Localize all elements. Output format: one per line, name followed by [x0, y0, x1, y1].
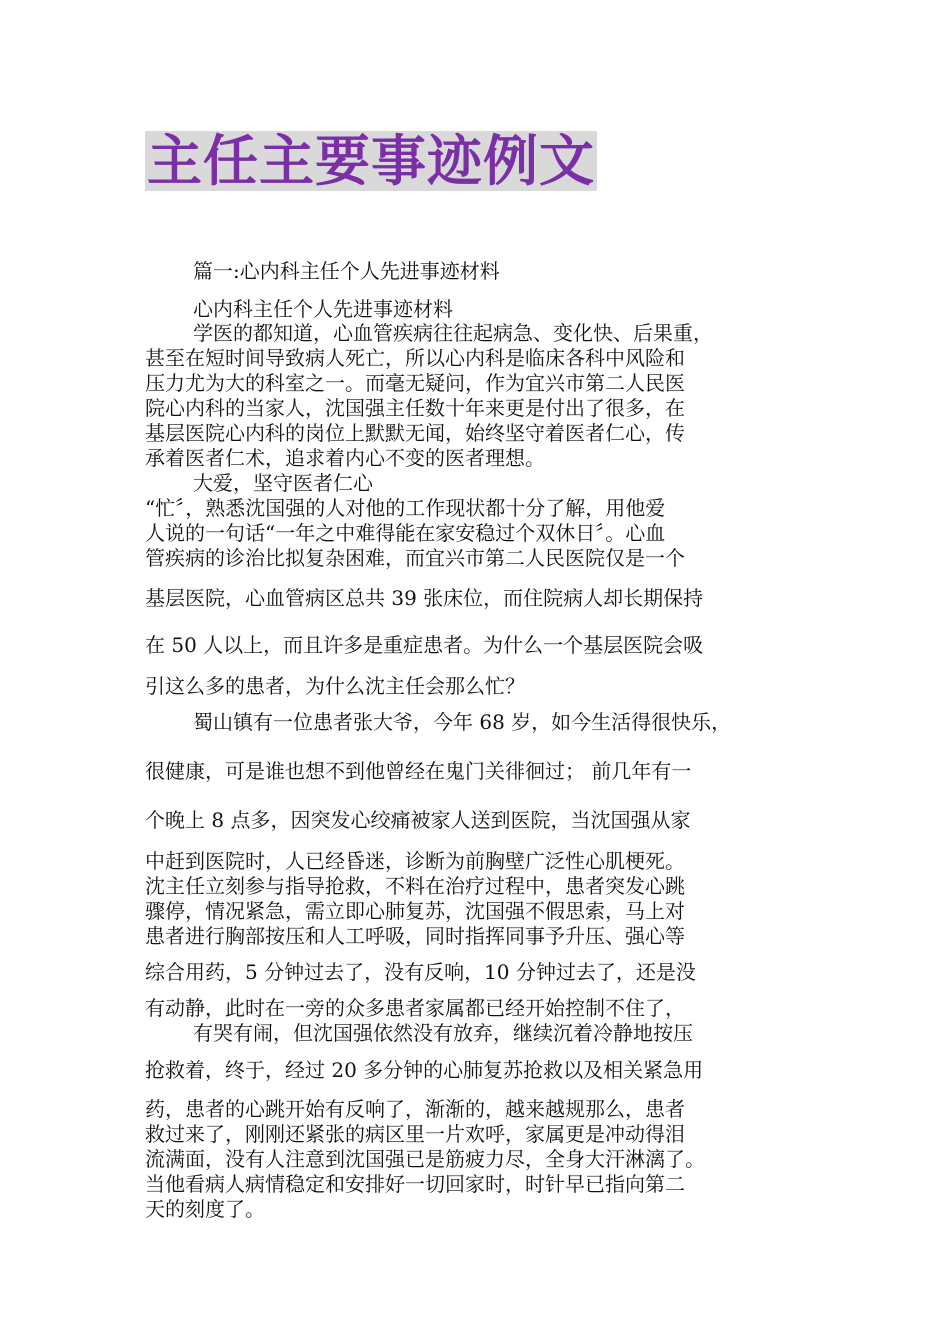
subheading: 心内科主任个人先进事迹材料 [193, 297, 453, 321]
subheading: 大爱，坚守医者仁心 [193, 471, 373, 495]
paragraph-line: 综合用药，5 分钟过去了，没有反响，10 分钟过去了，还是没 [145, 960, 696, 984]
paragraph-line: 抢救着，终于，经过 20 多分钟的心肺复苏抢救以及相关紧急用 [145, 1058, 704, 1082]
paragraph-line: 救过来了，刚刚还紧张的病区里一片欢呼，家属更是冲动得泪 [145, 1122, 685, 1146]
paragraph-line: 引这么多的患者，为什么沈主任会那么忙？ [145, 674, 525, 698]
paragraph-line: 天的刻度了。 [145, 1197, 265, 1221]
paragraph-line: 很健康，可是谁也想不到他曾经在鬼门关徘徊过； 前几年有一 [145, 759, 692, 783]
paragraph-line: 人说的一句话“一年之中难得能在家安稳过个双休日〞。心血 [145, 521, 666, 545]
paragraph-line: “忙〞，熟悉沈国强的人对他的工作现状都十分了解，用他爱 [145, 496, 666, 520]
paragraph-line: 基层医院，心血管病区总共 39 张床位，而住院病人却长期保持 [145, 586, 704, 610]
paragraph-line: 压力尤为大的科室之一。而毫无疑问，作为宜兴市第二人民医 [145, 371, 685, 395]
paragraph-line: 甚至在短时间导致病人死亡，所以心内科是临床各科中风险和 [145, 346, 685, 370]
paragraph-line: 有动静，此时在一旁的众多患者家属都已经开始控制不住了， [145, 996, 685, 1020]
paragraph-line: 蜀山镇有一位患者张大爷，今年 68 岁，如今生活得很快乐， [193, 710, 732, 734]
paragraph-line: 管疾病的诊治比拟复杂困难，而宜兴市第二人民医院仅是一个 [145, 546, 685, 570]
paragraph-line: 骤停，情况紧急，需立即心肺复苏，沈国强不假思索，马上对 [145, 899, 685, 923]
section-heading: 篇一:心内科主任个人先进事迹材料 [193, 259, 500, 283]
paragraph-line: 院心内科的当家人，沈国强主任数十年来更是付出了很多，在 [145, 396, 685, 420]
paragraph-line: 当他看病人病情稳定和安排好一切回家时，时针早已指向第二 [145, 1172, 685, 1196]
paragraph-line: 中赶到医院时，人已经昏迷，诊断为前胸壁广泛性心肌梗死。 [145, 849, 685, 873]
paragraph-line: 承着医者仁术，追求着内心不变的医者理想。 [145, 446, 545, 470]
paragraph-line: 个晚上 8 点多，因突发心绞痛被家人送到医院，当沈国强从家 [145, 808, 691, 832]
paragraph-line: 药，患者的心跳开始有反响了，渐渐的，越来越规那么，患者 [145, 1097, 685, 1121]
paragraph-line: 患者进行胸部按压和人工呼吸，同时指挥同事予升压、强心等 [145, 924, 685, 948]
paragraph-line: 在 50 人以上，而且许多是重症患者。为什么一个基层医院会吸 [145, 633, 704, 657]
paragraph-line: 沈主任立刻参与指导抢救，不料在治疗过程中，患者突发心跳 [145, 874, 685, 898]
paragraph-line: 有哭有闹，但沈国强依然没有放弃，继续沉着冷静地按压 [193, 1021, 693, 1045]
paragraph-line: 流满面，没有人注意到沈国强已是筋疲力尽，全身大汗淋漓了。 [145, 1147, 705, 1171]
paragraph-line: 学医的都知道，心血管疾病往往起病急、变化快、后果重， [193, 321, 713, 345]
paragraph-line: 基层医院心内科的岗位上默默无闻，始终坚守着医者仁心，传 [145, 421, 685, 445]
document-title: 主任主要事迹例文 [147, 129, 596, 193]
